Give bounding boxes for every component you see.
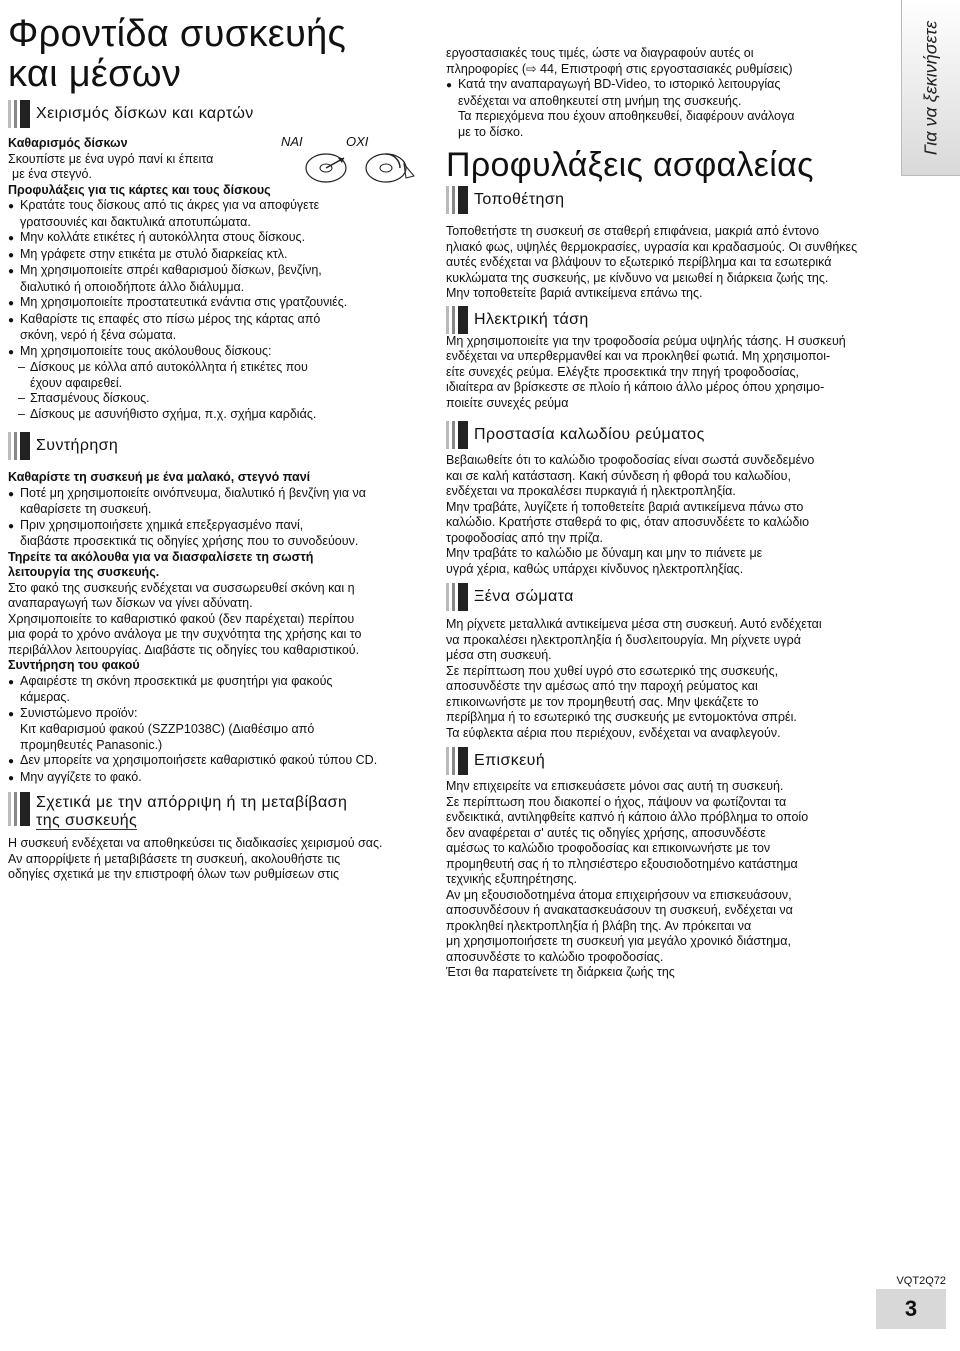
text-line: ενδεικτικά, αντιληφθείτε καπνό ή κάποιο άλλο πρόβλημα το οποίο xyxy=(446,810,809,824)
section-disposal xyxy=(8,792,413,830)
text-line: προμηθευτή σας ή το πλησιέστερο εξουσιοδοτημένο κατάστημα xyxy=(446,856,798,871)
text-line: ηλιακό φως, υψηλές θερμοκρασίες, υγρασία και κραδασμούς. Οι συνθήκες xyxy=(446,239,858,254)
disc-wipe-yes-illustration xyxy=(298,148,358,188)
precaution-item: ● Μη χρησιμοποιείτε σπρέι καθαρισμού δίσκων, βενζίνη, διαλυτικό ή οποιοδήποτε άλλο διάλυμμα. xyxy=(8,263,413,295)
text-line: ποιείτε συνεχές ρεύμα xyxy=(446,395,569,410)
text-line: εργοστασιακές τους τιμές, ώστε να διαγραφούν αυτές οι xyxy=(446,46,754,60)
page-number: 3 xyxy=(876,1289,946,1329)
text-line: Αν μη εξουσιοδοτημένα άτομα επιχειρήσουν να επισκευάσουν, xyxy=(446,887,792,902)
text-line: καλώδιο. Κρατήστε σταθερά το φις, όταν αποσυνδέετε το καλώδιο xyxy=(446,515,810,529)
text-line: Μην τοποθετείτε βαριά αντικείμενα επάνω της. xyxy=(446,286,703,300)
text-line: ιδιαίτερα αν βρίσκεστε σε πλοίο ή κάποιο άλλο μέρος όπου χρησιμο- xyxy=(446,380,825,394)
text-line: Χρησιμοποιείτε το καθαριστικό φακού (δεν παρέχεται) περίπου xyxy=(8,611,355,626)
text-line: αποσυνδέστε την αμέσως από την παροχή ρεύματος και xyxy=(446,679,758,693)
main-title xyxy=(8,14,413,94)
maintenance-item: ● Ποτέ μη χρησιμοποιείτε οινόπνευμα, διαλυτικό ή βενζίνη για να καθαρίσετε τη συσκευή. xyxy=(8,486,413,518)
section-side-tab xyxy=(901,0,960,176)
text-line: Μη χρησιμοποιείτε για την τροφοδοσία ρεύμα υψηλής τάσης. Η συσκευή xyxy=(446,333,846,348)
label-no: ΟΧΙ xyxy=(346,134,369,149)
text-line: με ένα στεγνό. xyxy=(12,167,92,181)
text-line: τροφοδοσίας από την πρίζα. xyxy=(446,530,603,545)
text-line: Η συσκευή ενδέχεται να αποθηκεύσει τις διαδικασίες χειρισμού σας. xyxy=(8,836,383,850)
text-line: αναπαραγωγή των δίσκων να γίνει αδύνατη. xyxy=(8,596,253,610)
label-yes: ΝΑΙ xyxy=(281,134,303,149)
text-line: υγρά χέρια, καθώς υπάρχει κίνδυνος ηλεκτροπληξίας. xyxy=(446,561,744,576)
text-line: Τα εύφλεκτα αέρια που περιέχουν, ενδέχεται να αναφλεγούν. xyxy=(446,725,781,740)
text-line: μη χρησιμοποιήσετε τη συσκευή για μεγάλο χρονικό διάστημα, xyxy=(446,934,791,948)
text-line: Μην τραβάτε, λυγίζετε ή τοποθετείτε βαριά αντικείμενα πάνω στο xyxy=(446,499,804,514)
text-line: ενδέχεται να υπερθερμανθεί και να προκληθεί φωτιά. Μη χρησιμοποι- xyxy=(446,349,831,363)
precautions-heading: Προφυλάξεις για τις κάρτες και τους δίσκους xyxy=(8,182,271,197)
text-line: δεν αναφέρεται σ' αυτές τις οδηγίες χρήσης, αποσυνδέστε xyxy=(446,825,766,840)
text-line: επικοινωνήστε με τον προμηθευτή σας. Μην ψεκάζετε το xyxy=(446,694,759,709)
disc-type-item: – Σπασμένους δίσκους. xyxy=(18,391,413,407)
right-column xyxy=(446,0,876,981)
text-line: είτε συνεχές ρεύμα. Ελέγξτε προσεκτικά την πηγή τροφοδοσίας, xyxy=(446,364,800,379)
text-line: ενδέχεται να προκαλέσει πυρκαγιά ή ηλεκτροπληξία. xyxy=(446,484,736,498)
section-title: Ηλεκτρική τάση xyxy=(474,310,589,328)
precaution-item: ● Καθαρίστε τις επαφές στο πίσω μέρος της κάρτας από σκόνη, νερό ή ξένα σώματα. xyxy=(8,312,413,344)
section-repair xyxy=(446,747,876,775)
disc-type-item: – Δίσκους με κόλλα από αυτοκόλλητα ή ετικέτες που έχουν αφαιρεθεί. xyxy=(18,360,413,391)
text-line: οδηγίες σχετικά με την επιστροφή όλων των ρυθμίσεων στις xyxy=(8,867,339,881)
section-title: Προστασία καλωδίου ρεύματος xyxy=(474,426,705,443)
section-voltage xyxy=(446,306,876,334)
list-item: ● Κατά την αναπαραγωγή BD-Video, το ιστορικό λειτουργίας ενδέχεται να αποθηκευτεί στη μνήμη της συσκευής. Τα περιεχόμενα που έχουν αποθηκευθεί, διαφέρουν ανάλογα με το δίσκο. xyxy=(446,77,876,140)
text-line: Σκουπίστε με ένα υγρό πανί κι έπειτα xyxy=(8,151,214,166)
text-line: κυκλώματα της συσκευής, με κίνδυνο να μειωθεί η διάρκεια ζωής της. xyxy=(446,270,829,285)
text-line: αποσυνδέσουν ή ανακατασκευάσουν τη συσκευή, ενδέχεται να xyxy=(446,903,793,917)
text-line: Σε περίπτωση που διακοπεί ο ήχος, πάψουν να φωτίζονται τα xyxy=(446,794,787,809)
maintenance-item: ● Πριν χρησιμοποιήσετε χημικά επεξεργασμένο πανί, διαβάστε προσεκτικά τις οδηγίες χρήσης που το συνοδεύουν. xyxy=(8,518,413,550)
main-title-line1: Φροντίδα συσκευής xyxy=(8,13,347,55)
text-line: Στο φακό της συσκευής ενδέχεται να συσσωρευθεί σκόνη και η xyxy=(8,580,355,595)
section-title: Επισκευή xyxy=(474,752,546,769)
text-line: Σε περίπτωση που χυθεί υγρό στο εσωτερικό της συσκευής, xyxy=(446,663,779,678)
main-title-line2: και μέσων xyxy=(8,53,182,95)
precaution-item: ● Κρατάτε τους δίσκους από τις άκρες για να αποφύγετε γρατσουνιές και δακτυλικά αποτυπώματα. xyxy=(8,198,413,230)
precaution-item: ● Μην κολλάτε ετικέτες ή αυτοκόλλητα στους δίσκους. xyxy=(8,230,413,247)
disc-wipe-no-illustration xyxy=(360,148,420,188)
text-line: Μη ρίχνετε μεταλλικά αντικείμενα μέσα στη συσκευή. Αυτό ενδέχεται xyxy=(446,617,822,631)
text-line: αποσυνδέστε το καλώδιο τροφοδοσίας. xyxy=(446,949,664,964)
precaution-item: ● Μη χρησιμοποιείτε προστατευτικά ενάντια στις γρατζουνιές. xyxy=(8,295,413,312)
text-line: Έτσι θα παρατείνετε τη διάρκεια ζωής της xyxy=(446,965,675,979)
lens-heading: Συντήρηση του φακού xyxy=(8,658,140,672)
text-line: Τοποθετήστε τη συσκευή σε σταθερή επιφάνεια, μακριά από έντονο xyxy=(446,224,820,238)
lens-item: ● Δεν μπορείτε να χρησιμοποιήσετε καθαριστικό φακού τύπου CD. xyxy=(8,753,413,770)
text-line: τεχνικής εξυπηρέτησης. xyxy=(446,872,578,886)
follow-heading: Τηρείτε τα ακόλουθα για να διασφαλίσετε τη σωστή λειτουργία της συσκευής. xyxy=(8,549,314,579)
section-maintenance xyxy=(8,432,413,460)
lens-item: ● Μην αγγίζετε το φακό. xyxy=(8,770,413,787)
section-title: Τοποθέτηση xyxy=(474,191,565,208)
text-line: μέσα στη συσκευή. xyxy=(446,648,552,662)
section-title: Συντήρηση xyxy=(36,437,119,454)
text-line: αμέσως το καλώδιο τροφοδοσίας και επικοινωνήστε με τον xyxy=(446,841,771,855)
text-line: Βεβαιωθείτε ότι το καλώδιο τροφοδοσίας είναι σωστά συνδεδεμένο xyxy=(446,453,815,467)
section-placement xyxy=(446,186,876,214)
lens-item: ● Αφαιρέστε τη σκόνη προσεκτικά με φυσητήρι για φακούς κάμερας. xyxy=(8,674,413,706)
text-line: προκληθεί ηλεκτροπληξία ή βλάβη της. Αν πρόκειται να xyxy=(446,918,752,933)
lens-item: ● Συνιστώμενο προϊόν: Κιτ καθαρισμού φακού (SZZP1038C) (Διαθέσιμο από προμηθευτές Panasonic.) xyxy=(8,706,413,754)
text-line: Μην επιχειρείτε να επισκευάσετε μόνοι σας αυτή τη συσκευή. xyxy=(446,779,784,793)
text-line: να προκαλέσει ηλεκτροπληξία ή δυσλειτουργία. Μη ρίχνετε υγρά xyxy=(446,632,801,647)
left-column xyxy=(8,0,413,883)
section-handling xyxy=(8,100,413,128)
document-code: VQT2Q72 xyxy=(896,1275,946,1287)
text-line: και σε καλή κατάσταση. Κακή σύνδεση ή φθορά του καλωδίου, xyxy=(446,468,791,483)
text-line: αυτές ενδέχεται να βλάψουν το εξωτερικό περίβλημα και τα εσωτερικά xyxy=(446,255,832,269)
precaution-item: ● Μη γράφετε στην ετικέτα με στυλό διαρκείας κτλ. xyxy=(8,247,413,264)
precaution-item: ● Μη χρησιμοποιείτε τους ακόλουθους δίσκους: xyxy=(8,344,413,361)
maintenance-heading: Καθαρίστε τη συσκευή με ένα μαλακό, στεγνό πανί xyxy=(8,470,311,484)
text-line: πληροφορίες (⇨ 44, Επιστροφή στις εργοστασιακές ρυθμίσεις) xyxy=(446,61,793,76)
section-title: Ξένα σώματα xyxy=(474,588,574,605)
text-line: μια φορά το χρόνο ανάλογα με την συχνότητα της χρήσης και το xyxy=(8,627,362,641)
text-line: περιβάλλον λειτουργίας. Διαβάστε τις οδηγίες του καθαριστικού. xyxy=(8,642,360,657)
text-line: περίβλημα ή το εσωτερικό της συσκευής με εντομοκτόνα σπρέι. xyxy=(446,710,797,724)
text-line: Αν απορρίψετε ή μεταβιβάσετε τη συσκευή, ακολουθήστε τις xyxy=(8,851,341,866)
section-power-cord xyxy=(446,421,876,449)
disc-cleaning-heading: Καθαρισμός δίσκων xyxy=(8,136,128,150)
disc-type-item: – Δίσκους με ασυνήθιστο σχήμα, π.χ. σχήμα καρδιάς. xyxy=(18,407,413,423)
safety-title: Προφυλάξεις ασφαλείας xyxy=(446,146,814,184)
side-tab-label: Για να ξεκινήσετε xyxy=(920,20,941,155)
section-title: Χειρισμός δίσκων και καρτών xyxy=(36,105,254,122)
section-foreign-objects xyxy=(446,583,876,611)
section-title: Σχετικά με την απόρριψη ή τη μεταβίβαση της συσκευής xyxy=(36,794,348,829)
text-line: Μην τραβάτε το καλώδιο με δύναμη και μην το πιάνετε με xyxy=(446,546,763,560)
